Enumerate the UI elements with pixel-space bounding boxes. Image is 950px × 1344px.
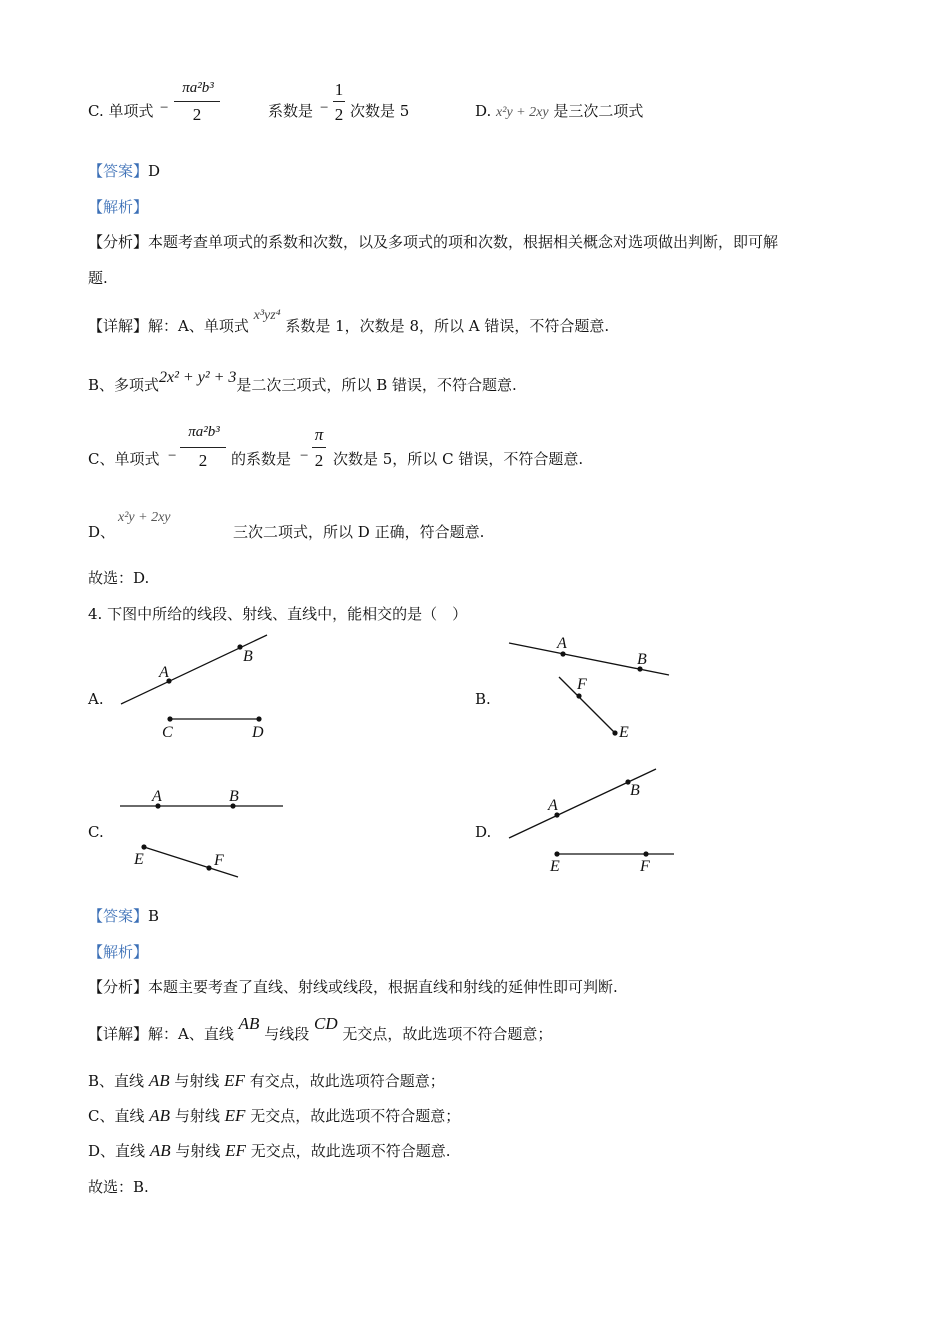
label-b-d: B — [630, 782, 640, 799]
detail-d-text: 三次二项式，所以 D 正确，符合题意. — [233, 523, 485, 541]
label-e-b: E — [619, 724, 629, 741]
detail-c-num: πa²b³ — [188, 424, 220, 440]
sol-d-c: 无交点，故此选项不符合题意. — [250, 1142, 451, 1160]
label-a-b: A — [557, 635, 567, 652]
coef-denominator: 2 — [334, 105, 344, 124]
degree-text: 次数是 5 — [350, 102, 410, 120]
answer-tag: 【答案】 — [88, 162, 149, 180]
fig-option-d: D. — [475, 823, 492, 841]
choose-1: 故选：D. — [88, 569, 150, 587]
sol-b-a: B、直线 — [88, 1072, 145, 1090]
point-b — [237, 644, 242, 649]
detail-c-text2: 的系数是 — [231, 450, 292, 468]
detail-2-ab: AB — [238, 1014, 260, 1033]
detail-d-expr: x²y + 2xy — [118, 510, 171, 525]
sol-b-ef: EF — [224, 1071, 245, 1090]
detail-c-piden: 2 — [314, 451, 324, 470]
label-a-c: A — [152, 788, 162, 805]
sol-c-ef: EF — [224, 1106, 246, 1125]
answer-2 — [88, 906, 159, 926]
sol-d-a: D、直线 — [88, 1142, 146, 1160]
detail-2 — [88, 1014, 553, 1044]
line-ab-d — [509, 769, 656, 838]
label-f-b: F — [577, 676, 587, 693]
label-a: A — [159, 664, 169, 681]
sol-c-a: C、直线 — [88, 1107, 145, 1125]
point-e-b — [612, 730, 617, 735]
sol-d-b: 与射线 — [175, 1142, 221, 1160]
answer-2-tag: 【答案】 — [88, 907, 149, 925]
detail-c-pinum: π — [314, 425, 324, 444]
sol-c-c: 无交点，故此选项不符合题意； — [250, 1107, 461, 1125]
analysis-2-tag: 【分析】 — [88, 978, 149, 996]
option-d-expr: x²y + 2xy — [496, 105, 549, 120]
point-f-d — [643, 851, 648, 856]
sol-b-b: 与射线 — [174, 1072, 220, 1090]
ray-ef-c — [144, 847, 238, 877]
detail-c-neg2: − — [300, 448, 309, 464]
detail-2-a: 解：A、直线 — [148, 1025, 234, 1043]
option-c-label: C. 单项式 — [88, 102, 154, 120]
analysis-text: 本题考查单项式的系数和次数，以及多项式的项和次数，根据相关概念对选项做出判断，即可解 — [148, 233, 779, 251]
point-f-c — [206, 865, 211, 870]
analysis-tag: 【分析】 — [88, 233, 149, 251]
sol-d-ef: EF — [225, 1141, 246, 1160]
label-a-d: A — [548, 797, 558, 814]
solution-b — [88, 1071, 445, 1091]
sol-b-ab: AB — [148, 1071, 170, 1090]
label-c: C — [162, 724, 173, 741]
label-b-c: B — [229, 788, 239, 805]
detail-text-a: 解：A、单项式 — [148, 317, 249, 335]
point-d — [256, 716, 261, 721]
detail-b-a: B、多项式 — [88, 376, 160, 394]
solution-d — [88, 1141, 451, 1161]
solution-c — [88, 1106, 460, 1126]
point-e-d — [554, 851, 559, 856]
label-b: B — [243, 648, 253, 665]
sol-b-c: 有交点，故此选项符合题意； — [249, 1072, 445, 1090]
jiexi-1: 【解析】 — [88, 198, 149, 216]
detail-b-b: 是二次三项式，所以 B 错误，不符合题意. — [236, 376, 517, 394]
coef-numerator: 1 — [334, 80, 344, 99]
label-f-c: F — [214, 852, 224, 869]
label-b-b: B — [637, 651, 647, 668]
sol-c-b: 与射线 — [174, 1107, 220, 1125]
detail-d-label: D、 — [88, 523, 116, 541]
fig-option-a: A. — [88, 690, 104, 708]
point-c — [167, 716, 172, 721]
fig-option-b: B. — [475, 690, 491, 708]
line-ab — [121, 635, 267, 704]
detail-c-den: 2 — [198, 451, 208, 470]
question-4: 4. 下图中所给的线段、射线、直线中，能相交的是（ ） — [88, 605, 468, 623]
ray-ef-b — [559, 677, 615, 733]
detail-c-label: C、单项式 — [88, 450, 160, 468]
jiexi-2: 【解析】 — [88, 943, 149, 961]
answer-2-value: B — [148, 907, 160, 925]
choose-2: 故选：B. — [88, 1178, 149, 1196]
detail-2-cd: CD — [314, 1014, 338, 1033]
point-e-c — [141, 844, 146, 849]
label-f-d: F — [640, 858, 650, 875]
coef-text: 系数是 — [268, 102, 314, 120]
option-d-label: D. — [475, 102, 492, 120]
detail-b-expr: 2x² + y² + 3 — [159, 369, 237, 386]
neg-sign: − — [160, 100, 169, 116]
detail-c-text3: 次数是 5，所以 C 错误，不符合题意. — [333, 450, 584, 468]
label-e-c: E — [134, 851, 144, 868]
analysis-2-text: 本题主要考查了直线、射线或线段，根据直线和射线的延伸性即可判断. — [148, 978, 618, 996]
fig-option-c: C. — [88, 823, 104, 841]
analysis-2 — [88, 977, 618, 997]
detail-tag: 【详解】 — [88, 317, 149, 335]
detail-text-b: 系数是 1，次数是 8，所以 A 错误，不符合题意. — [285, 317, 610, 335]
option-d-text: 是三次二项式 — [553, 102, 644, 120]
label-e-d: E — [550, 858, 560, 875]
detail-expr: x³yz⁴ — [253, 308, 281, 323]
answer-value: D — [148, 162, 161, 180]
sol-d-ab: AB — [149, 1141, 171, 1160]
frac-numerator: πa²b³ — [182, 80, 214, 96]
detail-2-tag: 【详解】 — [88, 1025, 149, 1043]
analysis-1-cont: 题. — [88, 269, 108, 287]
frac-denominator: 2 — [192, 105, 202, 124]
detail-2-c: 无交点，故此选项不符合题意； — [342, 1025, 553, 1043]
point-f-b — [576, 693, 581, 698]
neg-sign-2: − — [320, 100, 329, 116]
sol-c-ab: AB — [149, 1106, 171, 1125]
point-a-b — [560, 651, 565, 656]
detail-2-b: 与线段 — [264, 1025, 310, 1043]
detail-c-neg: − — [168, 448, 177, 464]
label-d: D — [252, 724, 264, 741]
